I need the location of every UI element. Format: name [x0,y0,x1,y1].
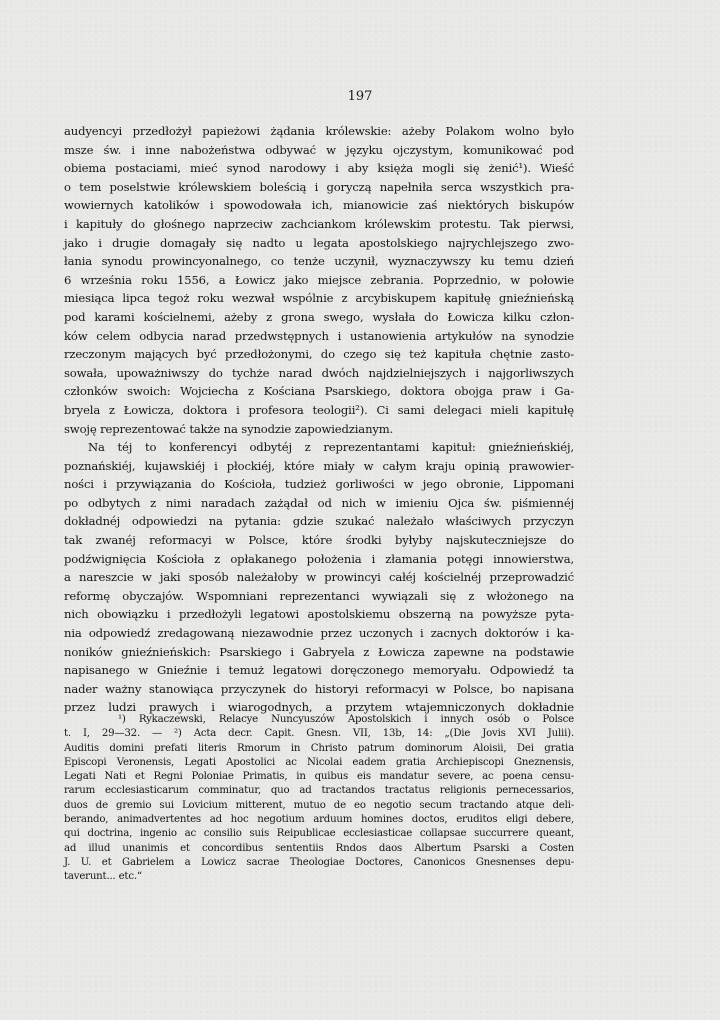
text-line: noników gnieźnieńskich: Psarskiego i Gabryela z Łowicza zapewne na podstawie [64,644,574,659]
footnote-line: berando, animadvertentes ad hoc negotium arduum homines doctos, eruditos eligi debere, [64,814,574,826]
text-line: 6 września roku 1556, a Łowicz jako miejsce zebrania. Poprzednio, w połowie [64,272,574,287]
text-line: sowała, upoważniwszy do tychże narad dwóch najdzielniejszych i najgorliwszych [64,365,574,380]
footnote-line: Legati Nati et Regni Poloniae Primatis, in quibus eis mandatur severe, ac poena censu- [64,771,574,783]
text-line: wowiernych katolików i spowodowała ich, mianowicie zaś niektórych biskupów [64,198,574,213]
footnote-line: J. U. et Gabrielem a Lowicz sacrae Theologiae Doctores, Canonicos Gnesnenses depu- [64,856,574,868]
footnotes [64,713,574,885]
text-line: po odbytych z nimi naradach zażądał od nich w imieniu Ojca św. piśmiennéj [64,495,574,510]
text-line: nader ważny stanowiąca przyczynek do historyi reformacyi w Polsce, bo napisana [64,681,574,696]
page-number: 197 [347,89,373,104]
footnote-line: ad illud unanimis et concordibus sententiis Rndos daos Albertum Psarski a Costen [64,842,574,854]
text-line: ności i przywiązania do Kościoła, tudzież gorliwości w jego obronie, Lippomani [64,477,574,492]
text-line: ków celem odbycia narad przedwstępnych i ustanowienia artykułów na synodzie [64,328,574,343]
text-line: audyencyi przedłożył papieżowi żądania królewskie: ażeby Polakom wolno było [64,124,574,138]
text-line: poznańskiéj, kujawskiéj i płockiéj, które miały w całym kraju opinią prawowier- [64,458,574,473]
footnote-line: qui doctrina, ingenio ac consilio suis Reipublicae ecclesiasticae collapsae succurrere queant, [64,828,574,840]
text-line: Na téj to konferencyi odbytéj z reprezentantami kapituł: gnieźnieńskiéj, [88,440,574,455]
text-line: tak zwanéj reformacyi w Polsce, które środki byłyby najskuteczniejsze do [64,533,574,548]
text-line: o tem poselstwie królewskiem boleścią i goryczą napełniła serca wszystkich pra- [64,179,574,194]
text-line: obiema postaciami, mieć synod narodowy i aby księża mogli się żenić¹). Wieść [64,161,574,176]
footnote-line: t. I, 29—32. — ²) Acta decr. Capit. Gnesn. VII, 13b, 14: „(Die Jovis XVI Julii). [64,728,574,740]
footnote-line: Episcopi Veronensis, Legati Apostolici ac Nicolai eadem gratia Archiepiscopi Gneznensis, [64,756,574,768]
text-line: i kapituły do głośnego naprzeciw zachciankom królewskim protestu. Tak pierwsi, [64,216,574,231]
text-line: rzeczonym mających być przedłożonymi, do czego się też kapituła chętnie zasto- [64,347,574,362]
text-line: swoję reprezentować także na synodzie zapowiedzianym. [64,421,394,436]
footnote-line: Auditis domini prefati literis Rmorum in Christo patrum dominorum Aloisii, Dei gratia [64,742,574,754]
main-text [64,122,574,717]
text-line: msze św. i inne nabożeństwa odbywać w języku ojczystym, komunikować pod [64,142,574,157]
footnote-line: ¹) Rykaczewski, Relacye Nuncyuszów Apostolskich i innych osób o Polsce [118,714,574,725]
text-line: napisanego w Gnieźnie i temuż legatowi doręczonego memoryału. Odpowiedź ta [64,663,574,678]
text-line: bryela z Łowicza, doktora i profesora teologii²). Ci sami delegaci mieli kapitułę [64,402,574,417]
text-line: członków swoich: Wojciecha z Kościana Psarskiego, doktora obojga praw i Ga- [64,384,574,399]
text-line: a nareszcie w jaki sposób należałoby w prowincyi całéj kościelnéj przeprowadzić [64,570,574,585]
text-line: łania synodu prowincyonalnego, co tenże uczynił, wyznaczywszy ku temu dzień [64,254,574,269]
text-line: nich obowiązku i przedłożyli legatowi apostolskiemu obszerną na powyższe pyta- [64,607,574,622]
footnote-line: duos de gremio sui Lovicium mitterent, mutuo de eo negotio secum tractando atque deli- [64,799,574,811]
footnote-line: rarum ecclesiasticarum comminatur, quo ad tractandos tractatus religionis pernecessarios, [64,785,574,797]
footnote-line: taverunt... etc.“ [64,871,142,883]
text-line: pod karami kościelnemi, ażeby z grona swego, wysłała do Łowicza kilku człon- [64,309,574,324]
text-line: podźwignięcia Kościoła z opłakanego położenia i złamania potęgi innowierstwa, [64,551,574,566]
text-line: reformę obyczajów. Wspomniani reprezentanci wywiązali się z włożonego na [64,588,574,603]
text-line: dokładnéj odpowiedzi na pytania: gdzie szukać należało właściwych przyczyn [64,514,574,529]
text-line: nia odpowiedź zredagowaną niezawodnie przez uczonych i zacnych doktorów i ka- [64,626,574,641]
text-line: jako i drugie domagały się nadto u legata apostolskiego najrychlejszego zwo- [64,235,574,250]
text-line: miesiąca lipca tegoż roku wezwał wspólnie z arcybiskupem kapitułę gnieźnieńską [64,291,574,306]
text-line: przez ludzi prawych i wiarogodnych, a przytem wtajemniczonych dokładnie [64,700,574,715]
